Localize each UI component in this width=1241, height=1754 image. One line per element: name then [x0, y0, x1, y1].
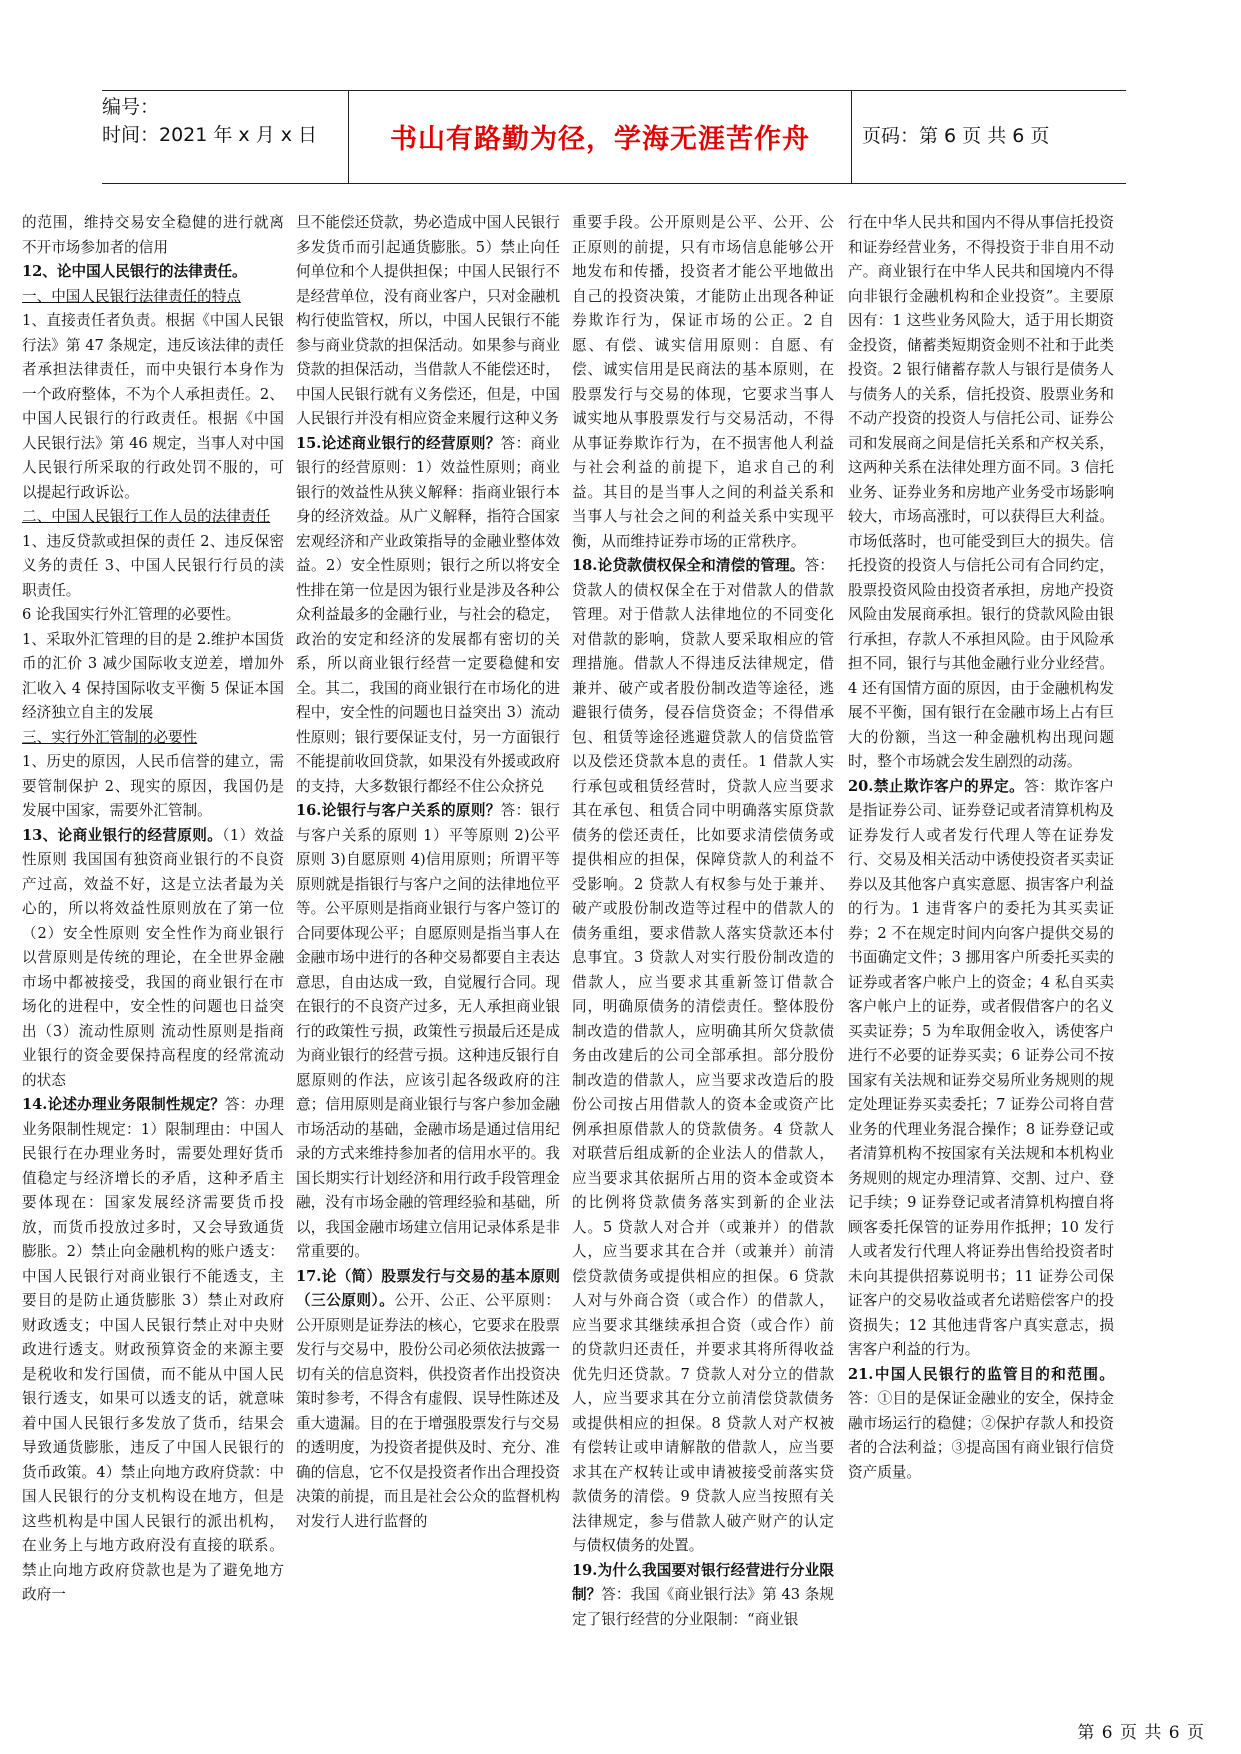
- paragraph-text: 的范围，维持交易安全稳健的进行就离不开市场参加者的信用: [22, 214, 284, 256]
- paragraph-text: 1、历史的原因，人民币信誉的建立，需要管制保护 2、现实的原因，我国仍是发展中国家，需要外汇管制。: [22, 753, 284, 819]
- paragraph: [572, 211, 834, 554]
- paragraph-text: 旦不能偿还贷款，势必造成中国人民银行多发货币而引起通货膨胀。5）禁止向任何单位和个人提供担保；中国人民银行不是经营单位，没有商业客户，只对金融机构行使监管权，所以，中国人民银行不能参与商业贷款的担保活动。如果参与商业贷款的担保活动，当借款人不能偿还时，中国人民银行就有义务偿还，但是，中国人民银行并没有相应资金来履行这种义务: [296, 214, 560, 427]
- paragraph-text: 答：欺诈客户是指证券公司、证券登记或者清算机构及证券发行人或者发行代理人等在证券发行、交易及相关活动中诱使投资者买卖证券以及其他客户真实意愿、损害客户利益的行为。1 违背客户的委托为其买卖证券；2 不在规定时间内向客户提供交易的书面确定文件；3 挪用客户所委托买卖的证券或者客户帐户上的资金；4 私自买卖客户帐户上的证券，或者假借客户的名义买卖证券；5 为牟取佣金收入，诱使客户进行不必要的证券买卖；6 证券公司不按国家有关法规和证券交易所业务规则的规定处理证券买卖委托；7 证券公司将自营业务的代理业务混合操作；8 证券登记或者清算机构不按国家有关法规和本机构业务规则的规定办理清算、交割、过户、登记手续；9 证券登记或者清算机构擅自将顾客委托保管的证券用作抵押；10 发行人或者发行代理人将证券出售给投资者时未向其提供招募说明书；11 证券公司保证客户的交易收益或者允诺赔偿客户的投资损失；12 其他违背客户真实意志，损害客户利益的行为。: [848, 777, 1114, 1358]
- paragraph: [848, 1363, 1114, 1486]
- paragraph: [22, 726, 284, 751]
- paragraph: [22, 628, 284, 726]
- section-heading: 二、中国人民银行工作人员的法律责任: [22, 508, 271, 525]
- paragraph-text: （1）效益性原则 我国国有独资商业银行的不良资产过高，效益不好，这是立法者最为关心的，所以将效益性原则放在了第一位（2）安全性原则 安全性作为商业银行以营原则是传统的理论，在全世界金融市场中都被接受，我国的商业银行在市场化的进程中，安全性的问题也日益突出（3）流动性原则 流动性原则是指商业银行的资金要保持高程度的经常流动的状态: [22, 826, 284, 1089]
- number-label: 编号：: [102, 96, 160, 118]
- question-heading: 20.禁止欺诈客户的界定。: [848, 777, 1025, 795]
- question-heading: 15.论述商业银行的经营原则？: [296, 434, 501, 452]
- motto: 书山有路勤为径，学海无涯苦作舟: [390, 124, 810, 155]
- question-heading: 17.论（简）股票发行与交易的基本原则（三公原则）。: [296, 1267, 560, 1309]
- document-header: [102, 90, 1126, 184]
- page-footer: 第 6 页 共 6 页: [1077, 1723, 1205, 1743]
- section-heading: 三、实行外汇管制的必要性: [22, 728, 198, 746]
- question-heading: 21.中国人民银行的监管目的和范围。: [848, 1365, 1114, 1383]
- motto-box: [348, 91, 852, 183]
- paragraph: [296, 799, 560, 1265]
- paragraph: [22, 309, 284, 505]
- paragraph: [296, 211, 560, 432]
- text-column-1: [22, 211, 284, 1608]
- paragraph: [22, 530, 284, 604]
- paragraph-text: 6 论我国实行外汇管理的必要性。: [22, 606, 241, 623]
- paragraph-text: 公开、公正、公平原则：公开原则是证券法的核心，它要求在股票发行与交易中，股份公司必须依法披露一切有关的信息资料，供投资者作出投资决策时参考，不得含有虚假、误导性陈述及重大遗漏。目的在于增强股票发行与交易的透明度，为投资者提供及时、充分、准确的信息，它不仅是投资者作出合理投资决策的前提，而且是社会公众的监督机构对发行人进行监督的: [296, 1292, 560, 1530]
- paragraph-text: 答：银行与客户关系的原则 1）平等原则 2)公平原则 3)自愿原则 4)信用原则；所谓平等原则就是指银行与客户之间的法律地位平等。公平原则是指商业银行与客户签订的合同要体现公平；自愿原则是指当事人在金融市场中进行的各种交易都要自主表达意思，自由达成一致，自觉履行合同。现在银行的不良资产过多，无人承担商业银行的政策性亏损，政策性亏损最后还是成为商业银行的经营亏损。这种违反银行自愿原则的作法，应该引起各级政府的注意；信用原则是商业银行与客户参加金融市场活动的基础，金融市场是通过信用纪录的方式来维持参加者的信用水平的。我国长期实行计划经济和用行政手段管理金融，没有市场金融的管理经验和基础，所以，我国金融市场建立信用记录体系是非常重要的。: [296, 802, 560, 1260]
- paragraph-text: 行在中华人民共和国内不得从事信托投资和证券经营业务，不得投资于非自用不动产。商业银行在中华人民共和国境内不得向非银行金融机构和企业投资”。主要原因有：1 这些业务风险大，适于用长期资金投资，储蓄类短期资金则不社和于此类投资。2 银行储蓄存款人与银行是债务人与债务人的关系，信托投资、股票业务和不动产投资的投资人与信托公司、证券公司和发展商之间是信托关系和产权关系，这两种关系在法律处理方面不同。3 信托业务、证券业务和房地产业务受市场影响较大，市场高涨时，可以获得巨大利益。市场低落时，也可能受到巨大的损失。信托投资的投资人与信托公司有合同约定，股票投资风险由投资者承担，房地产投资风险由发展商承担。银行的贷款风险由银行承担，存款人不承担风险。由于风险承担不同，银行与其他金融行业分业经营。4 还有国情方面的原因，由于金融机构发展不平衡，国有银行在金融市场上占有巨大的份额，当这一种金融机构出现问题时，整个市场就会发生剧烈的动荡。: [848, 214, 1114, 770]
- paragraph: [22, 603, 284, 628]
- time-label: 时间：2021 年 x 月 x 日: [102, 124, 318, 146]
- paragraph: [848, 211, 1114, 775]
- question-heading: 16.论银行与客户关系的原则？: [296, 802, 501, 819]
- paragraph-text: 答：贷款人的债权保全在于对借款人的借款管理。对于借款人法律地位的不同变化对借款的影响，贷款人要采取相应的管理措施。借款人不得违反法律规定，借兼并、破产或者股份制改造等途径，逃避银行债务，侵吞信贷资金；不得借承包、租赁等途径逃避贷款人的信贷监管以及偿还贷款本息的责任。1 借款人实行承包或租赁经营时，贷款人应当要求其在承包、租赁合同中明确落实原贷款债务的偿还责任，比如要求清偿债务或提供相应的担保，保障贷款人的利益不受影响。2 贷款人有权参与处于兼并、破产或股份制改造等过程中的借款人的债务重组，要求借款人落实贷款还本付息事宜。3 贷款人对实行股份制改造的借款人，应当要求其重新签订借款合同，明确原债务的清偿责任。整体股份制改造的借款人，应明确其所欠贷款债务由改建后的公司全部承担。部分股份制改造的借款人，应当要求改造后的股份公司按占用借款人的资本金或资产比例承担原借款人的贷款债务。4 贷款人对联营后组成新的企业法人的借款人，应当要求其依据所占用的资本金或资本的比例将贷款债务落实到新的企业法人。5 贷款人对合并（或兼并）的借款人，应当要求其在合并（或兼并）前清偿贷款债务或提供相应的担保。6 贷款人对与外商合资（或合作）的借款人，应当要求其继续承担合资（或合作）前的贷款归还责任，并要求其将所得收益优先归还贷款。7 贷款人对分立的借款人，应当要求其在分立前清偿贷款债务或提供相应的担保。8 贷款人对产权被有偿转让或申请解散的借款人，应当要求其在产权转让或申请被接受前落实贷款债务的清偿。9 贷款人应当按照有关法律规定，参与借款人破产财产的认定与债权债务的处置。: [572, 557, 834, 1554]
- paragraph-text: 1、采取外汇管理的目的是 2.维护本国货币的汇价 3 减少国际收支逆差，增加外汇收入 4 保持国际收支平衡 5 保证本国经济独立自主的发展: [22, 630, 284, 721]
- question-heading: 19.为什么我国要对银行经营进行分业限制？: [572, 1561, 834, 1603]
- question-heading: 14.论述办理业务限制性规定？: [22, 1096, 226, 1113]
- text-column-4: [848, 211, 1114, 1485]
- paragraph-text: 答：办理业务限制性规定：1）限制理由：中国人民银行在办理业务时，需要处理好货币值稳定与经济增长的矛盾，这种矛盾主要体现在：国家发展经济需要货币投放，而货币投放过多时，又会导致通货膨胀。2）禁止向金融机构的账户透支：中国人民银行对商业银行不能透支，主要目的是防止通货膨胀 3）禁止对政府财政透支；中国人民银行禁止对中央财政进行透支。财政预算资金的来源主要是税收和发行国债，而不能从中国人民银行透支，如果可以透支的话，就意味着中国人民银行多发放了货币，结果会导致通货膨胀，违反了中国人民银行的货币政策。4）禁止向地方政府贷款：中国人民银行的分支机构设在地方，但是这些机构是中国人民银行的派出机构，在业务上与地方政府没有直接的联系。禁止向地方政府贷款也是为了避免地方政府一: [22, 1096, 284, 1603]
- paragraph: [22, 824, 284, 1094]
- paragraph: [848, 775, 1114, 1363]
- question-heading: 12、论中国人民银行的法律责任。: [22, 263, 247, 280]
- paragraph-text: 答：①目的是保证金融业的安全，保持金融市场运行的稳健；②保护存款人和投资者的合法利益；③提高国有商业银行信贷资产质量。: [848, 1390, 1114, 1481]
- paragraph: [22, 260, 284, 285]
- header-meta: [102, 91, 344, 185]
- paragraph: [22, 285, 284, 310]
- paragraph: [22, 211, 284, 260]
- paragraph-text: 1、违反贷款或担保的责任 2、违反保密义务的责任 3、中国人民银行行员的渎职责任。: [22, 532, 284, 599]
- paragraph-text: 重要手段。公开原则是公平、公开、公正原则的前提，只有市场信息能够公开地发布和传播，投资者才能公平地做出自己的投资决策，才能防止出现各种证券欺诈行为，保证市场的公正。2 自愿、有偿、诚实信用原则：自愿、有偿、诚实信用是民商法的基本原则，在股票发行与交易的体现，它要求当事人诚实地从事股票发行与交易活动，不得从事证券欺诈行为，在不损害他人利益与社会利益的前提下，追求自己的利益。其目的是当事人之间的利益关系和当事人与社会之间的利益关系中实现平衡，从而维持证券市场的正常秩序。: [572, 214, 834, 550]
- paragraph: [22, 505, 284, 530]
- paragraph: [296, 432, 560, 800]
- paragraph: [572, 554, 834, 1559]
- paragraph-text: 答：商业银行的经营原则：1）效益性原则；商业银行的效益性从狭义解释：指商业银行本身的经济效益。从广义解释，指符合国家宏观经济和产业政策指导的金融业整体效益。2）安全性原则；银行之所以将安全性排在第一位是因为银行业是涉及各种公众利益最多的金融行业，与社会的稳定，政治的安定和经济的发展都有密切的关系，所以商业银行经营一定要稳健和安全。其二，我国的商业银行在市场化的进程中，安全性的问题也日益突出 3）流动性原则；银行要保证支付，另一方面银行不能提前收回贷款，如果没有外援或政府的支持，大多数银行都经不住公众挤兑: [296, 434, 560, 795]
- paragraph-text: 1、直接责任者负责。根据《中国人民银行法》第 47 条规定，违反该法律的责任者承担法律责任，而中央银行本身作为一个政府整体，不为个人承担责任。2、中国人民银行的行政责任。根据《中国人民银行法》第 46 规定，当事人对中国人民银行所采取的行政处罚不服的，可以提起行政诉讼。: [22, 312, 284, 501]
- section-heading: 一、中国人民银行法律责任的特点: [22, 287, 241, 305]
- paragraph: [22, 750, 284, 824]
- text-column-2: [296, 211, 560, 1534]
- page-label: 页码：第 6 页 共 6 页: [862, 125, 1050, 147]
- paragraph: [22, 1093, 284, 1608]
- paragraph: [296, 1265, 560, 1535]
- question-heading: 13、论商业银行的经营原则。: [22, 826, 223, 844]
- paragraph-text: 答：我国《商业银行法》第 43 条规定了银行经营的分业限制：“商业银: [572, 1586, 834, 1628]
- paragraph: [572, 1559, 834, 1633]
- question-heading: 18.论贷款债权保全和清偿的管理。: [572, 557, 805, 574]
- text-column-3: [572, 211, 834, 1632]
